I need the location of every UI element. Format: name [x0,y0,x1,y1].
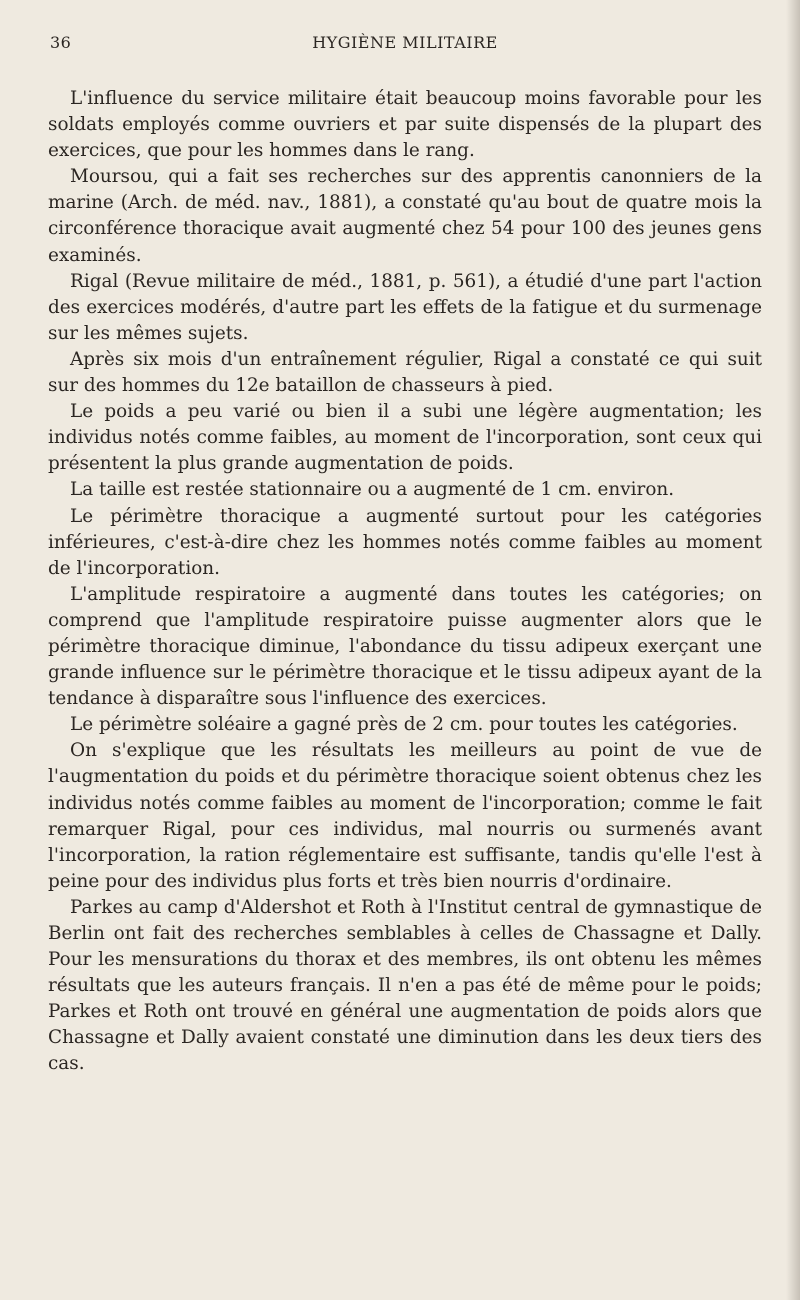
page-header [50,33,760,63]
paragraph: Parkes au camp d'Aldershot et Roth à l'Institut central de gymnastique de Berlin ont fait des recherches semblables à celles de Chassagne et Dally. Pour les mensurations du thorax et des membres, ils ont obtenu les mêmes résultats que les auteurs français. Il n'en a pas été de même pour le poids; Parkes et Roth ont trouvé en général une augmentation de poids alors que Chassagne et Dally avaient constaté une diminution dans les deux tiers des cas. [48,896,762,1075]
paragraph: Rigal (Revue militaire de méd., 1881, p. 561), a étudié d'une part l'action des exercices modérés, d'autre part les effets de la fatigue et du surmenage sur les mêmes sujets. [48,270,762,344]
paragraph: L'influence du service militaire était beaucoup moins favorable pour les soldats employés comme ouvriers et par suite dispensés de la plupart des exercices, que pour les hommes dans le rang. [48,88,762,162]
paragraph: Moursou, qui a fait ses recherches sur des apprentis canonniers de la marine (Arch. de méd. nav., 1881), a constaté qu'au bout de quatre mois la circonférence thoracique avait augmenté chez 54 pour 100 des jeunes gens examinés. [48,166,762,266]
page-edge-shadow [786,0,800,1300]
paragraph: Après six mois d'un entraînement régulier, Rigal a constaté ce qui suit sur des hommes du 12e bataillon de chasseurs à pied. [48,348,762,397]
paragraph: Le poids a peu varié ou bien il a subi une légère augmentation; les individus notés comme faibles, au moment de l'incorporation, sont ceux qui présentent la plus grande augmentation de poids. [48,401,762,475]
paragraph: La taille est restée stationnaire ou a augmenté de 1 cm. environ. [70,479,675,501]
paragraph: Le périmètre soléaire a gagné près de 2 cm. pour toutes les catégories. [70,714,738,736]
page-number: 36 [50,33,72,52]
paragraph: Le périmètre thoracique a augmenté surtout pour les catégories inférieures, c'est-à-dire chez les hommes notés comme faibles au moment de l'incorporation. [48,505,762,579]
paragraph: L'amplitude respiratoire a augmenté dans toutes les catégories; on comprend que l'amplitude respiratoire puisse augmenter alors que le périmètre thoracique diminue, l'abondance du tissu adipeux exerçant une grande influence sur le périmètre thoracique et le tissu adipeux ayant de la tendance à disparaître sous l'influence des exercices. [48,583,762,710]
running-title: HYGIÈNE MILITAIRE [312,33,498,52]
body-text [48,86,762,1078]
paragraph: On s'explique que les résultats les meilleurs au point de vue de l'augmentation du poids et du périmètre thoracique soient obtenus chez les individus notés comme faibles au moment de l'incorporation; comme le fait remarquer Rigal, pour ces individus, mal nourris ou surmenés avant l'incorporation, la ration réglementaire est suffisante, tandis qu'elle l'est à peine pour des individus plus forts et très bien nourris d'ordinaire. [48,740,762,892]
